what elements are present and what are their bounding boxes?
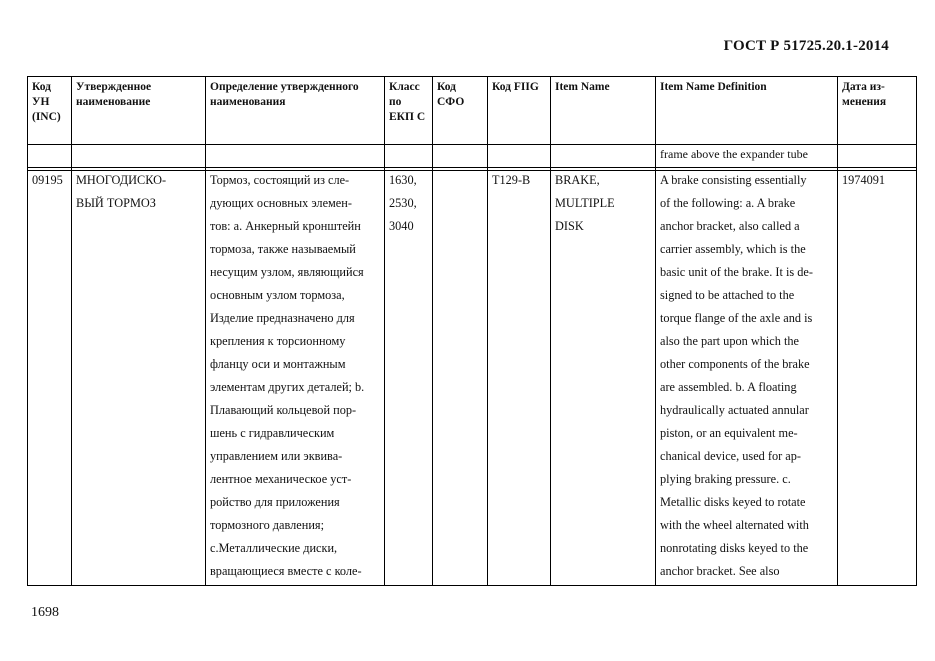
table-header-row [28, 77, 917, 145]
item-name-definition [660, 169, 833, 583]
approved-name-definition-line: несущим узлом, являющийся [210, 265, 364, 279]
approved-name-definition-line: тов: а. Анкерный кронштейн [210, 219, 361, 233]
change-date: 1974091 [842, 173, 886, 187]
approved-name [76, 169, 201, 215]
approved-name-definition-line: управлением или эквива- [210, 449, 343, 463]
item-name-definition-line: are assembled. b. A floating [660, 380, 797, 394]
item-name-definition-line: also the part upon which the [660, 334, 799, 348]
item-name-definition-line: signed to be attached to the [660, 288, 795, 302]
document-standard-code: ГОСТ Р 51725.20.1-2014 [723, 38, 889, 54]
item-name-definition-line: anchor bracket, also called a [660, 219, 800, 233]
header-item-name: Item Name [551, 77, 656, 145]
inc-code: 09195 [32, 173, 63, 187]
item-name-definition-line: Metallic disks keyed to rotate [660, 495, 806, 509]
header-sfo-code: Код СФО [433, 77, 488, 145]
ekps-class-line: 1630, [389, 173, 417, 187]
approved-name-definition-line: шень с гидравлическим [210, 426, 335, 440]
approved-name-definition-line: крепления к торсионному [210, 334, 346, 348]
header-change-date: Дата из-менения [838, 77, 917, 145]
approved-name-definition-line: основным узлом тормоза, [210, 288, 345, 302]
approved-name-definition-line: ройство для приложения [210, 495, 340, 509]
approved-name-definition-line: Плавающий кольцевой пор- [210, 403, 357, 417]
approved-name-definition [210, 169, 380, 583]
approved-name-definition-line: Изделие предназначено для [210, 311, 355, 325]
header-approved-name-definition: Определение утвержденного наименования [206, 77, 385, 145]
header-fiig-code: Код FIIG [488, 77, 551, 145]
item-name-definition-line: A brake consisting essentially [660, 173, 807, 187]
item-name-line: BRAKE, [555, 173, 600, 187]
item-name-definition-line: with the wheel alternated with [660, 518, 809, 532]
item-name-definition-line: piston, or an equivalent me- [660, 426, 798, 440]
item-name-definition-line: basic unit of the brake. It is de- [660, 265, 813, 279]
approved-name-line: МНОГОДИСКО- [76, 173, 167, 187]
ekps-class [389, 169, 428, 238]
ekps-class-line: 3040 [389, 219, 414, 233]
item-name-definition-line: chanical device, used for ap- [660, 449, 801, 463]
table-row [28, 171, 917, 586]
item-name-definition-line: plying braking pressure. c. [660, 472, 791, 486]
item-name-definition-line: other components of the brake [660, 357, 810, 371]
header-ekps-class: Класс по ЕКП С [385, 77, 433, 145]
header-approved-name: Утвержденное наименование [72, 77, 206, 145]
item-name-definition-line: torque flange of the axle and is [660, 311, 813, 325]
continued-definition-text: frame above the expander tube [660, 147, 808, 161]
approved-name-definition-line: дующих основных элемен- [210, 196, 352, 210]
header-inc-code: Код УН (INC) [28, 77, 72, 145]
approved-name-line: ВЫЙ ТОРМОЗ [76, 196, 156, 210]
approved-name-definition-line: элементам других деталей; b. [210, 380, 365, 394]
item-name-definition-line: nonrotating disks keyed to the [660, 541, 809, 555]
approved-name-definition-line: тормоза, также называемый [210, 242, 356, 256]
approved-name-definition-line: фланцу оси и монтажным [210, 357, 346, 371]
item-name-table [27, 76, 917, 586]
item-name-definition-line: hydraulically actuated annular [660, 403, 809, 417]
approved-name-definition-line: Тормоз, состоящий из сле- [210, 173, 350, 187]
header-item-name-definition: Item Name Definition [656, 77, 838, 145]
fiig-code: T129-B [492, 173, 531, 187]
item-name-definition-line: anchor bracket. See also [660, 564, 780, 578]
item-name-line: MULTIPLE [555, 196, 615, 210]
item-name [555, 169, 651, 238]
item-name-definition-line: carrier assembly, which is the [660, 242, 806, 256]
item-name-definition-line: of the following: a. A brake [660, 196, 796, 210]
approved-name-definition-line: с.Металлические диски, [210, 541, 338, 555]
item-name-line: DISK [555, 219, 584, 233]
approved-name-definition-line: вращающиеся вместе с коле- [210, 564, 362, 578]
continuation-row [28, 145, 917, 168]
page-number: 1698 [31, 605, 59, 620]
ekps-class-line: 2530, [389, 196, 417, 210]
approved-name-definition-line: лентное механическое уст- [210, 472, 352, 486]
approved-name-definition-line: тормозного давления; [210, 518, 324, 532]
